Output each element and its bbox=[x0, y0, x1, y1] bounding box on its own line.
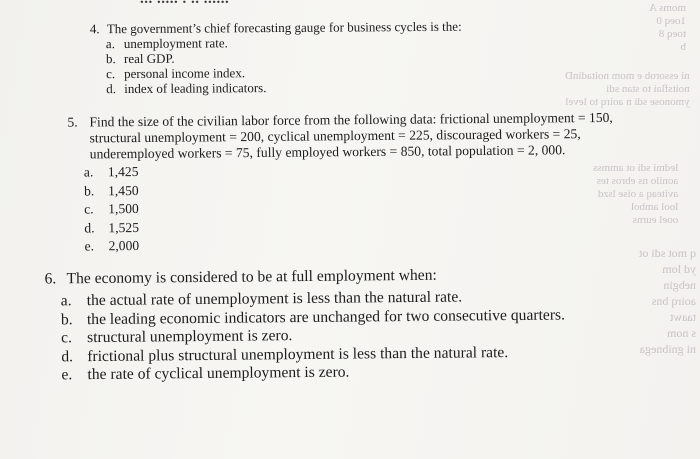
option-letter: a. bbox=[60, 292, 72, 310]
answer-option-d[interactable] bbox=[106, 79, 462, 96]
bleed-through-text: ledmi sdi ot ammss aonilo ns ebros tes aviteaq a oise lszd lool ambol ooel eurns bbox=[592, 162, 678, 226]
question-number: 5. bbox=[67, 114, 78, 130]
option-text: 1,450 bbox=[107, 182, 139, 199]
answer-option-e[interactable] bbox=[84, 232, 668, 256]
cut-off-header-text bbox=[140, 0, 229, 8]
option-text: 1,500 bbox=[108, 201, 139, 217]
question-number: 4. bbox=[89, 21, 100, 37]
option-text: 1,525 bbox=[108, 219, 140, 236]
bleed-through-text: q mot sdi ot yd lom nebgin aoirq bns taawt s nom ni gnibnega bbox=[638, 246, 696, 356]
option-letter: e. bbox=[61, 366, 73, 384]
option-letter: c. bbox=[61, 329, 73, 347]
question-stem: The economy is considered to be at full employment when: bbox=[66, 266, 437, 288]
bleed-through-text: moms A 1oeq 0 toeq 8 b bbox=[649, 2, 686, 53]
option-letter: d. bbox=[61, 347, 74, 366]
question-5 bbox=[67, 109, 668, 256]
question-4 bbox=[90, 19, 462, 97]
question-stem-line-2: structural unemployment = 200, cyclical unemployment = 225, discouraged workers = 25, bbox=[89, 126, 581, 146]
option-text: 1,425 bbox=[107, 164, 139, 180]
option-text: real GDP. bbox=[123, 50, 175, 67]
option-letter: a. bbox=[83, 164, 94, 180]
question-stem-line-1: Find the size of the civilian labor force from the following data: frictional unemployment = 150, bbox=[89, 109, 613, 130]
option-text: the actual rate of unemployment is less than the natural rate. bbox=[86, 288, 463, 310]
option-letter: d. bbox=[84, 220, 95, 236]
option-text: unemployment rate. bbox=[123, 35, 228, 52]
option-letter: d. bbox=[106, 81, 117, 97]
option-text: 2,000 bbox=[108, 238, 140, 254]
option-letter: b. bbox=[60, 310, 73, 329]
option-letter: b. bbox=[105, 51, 116, 67]
option-text: frictional plus structural unemployment is less than the natural rate. bbox=[87, 343, 509, 365]
question-stem: The government’s chief forecasting gauge for business cycles is the: bbox=[106, 18, 462, 37]
question-stem-line-3: underemployed workers = 75, fully employed workers = 850, total population = 2, 000. bbox=[89, 142, 566, 162]
answer-option-e[interactable] bbox=[61, 362, 565, 385]
option-letter: c. bbox=[106, 66, 116, 82]
question-number: 6. bbox=[44, 270, 57, 288]
answer-options bbox=[68, 158, 669, 256]
option-letter: e. bbox=[84, 238, 95, 254]
option-text: structural unemployment is zero. bbox=[87, 327, 293, 347]
option-letter: a. bbox=[105, 36, 115, 52]
answer-options bbox=[45, 288, 566, 385]
question-6 bbox=[44, 266, 565, 385]
option-letter: c. bbox=[84, 201, 94, 217]
option-text: personal income index. bbox=[124, 65, 246, 82]
option-text: the rate of cyclical unemployment is zero. bbox=[87, 363, 350, 384]
option-text: index of leading indicators. bbox=[124, 80, 267, 97]
option-letter: b. bbox=[83, 183, 95, 199]
answer-options bbox=[90, 34, 462, 97]
bleed-through-text: ni essorob e mom noitadinD noitsflai to stan sdi ymonose sdi n aoirq to level bbox=[565, 70, 690, 108]
option-text: the leading economic indicators are unchanged for two consecutive quarters. bbox=[86, 306, 566, 328]
